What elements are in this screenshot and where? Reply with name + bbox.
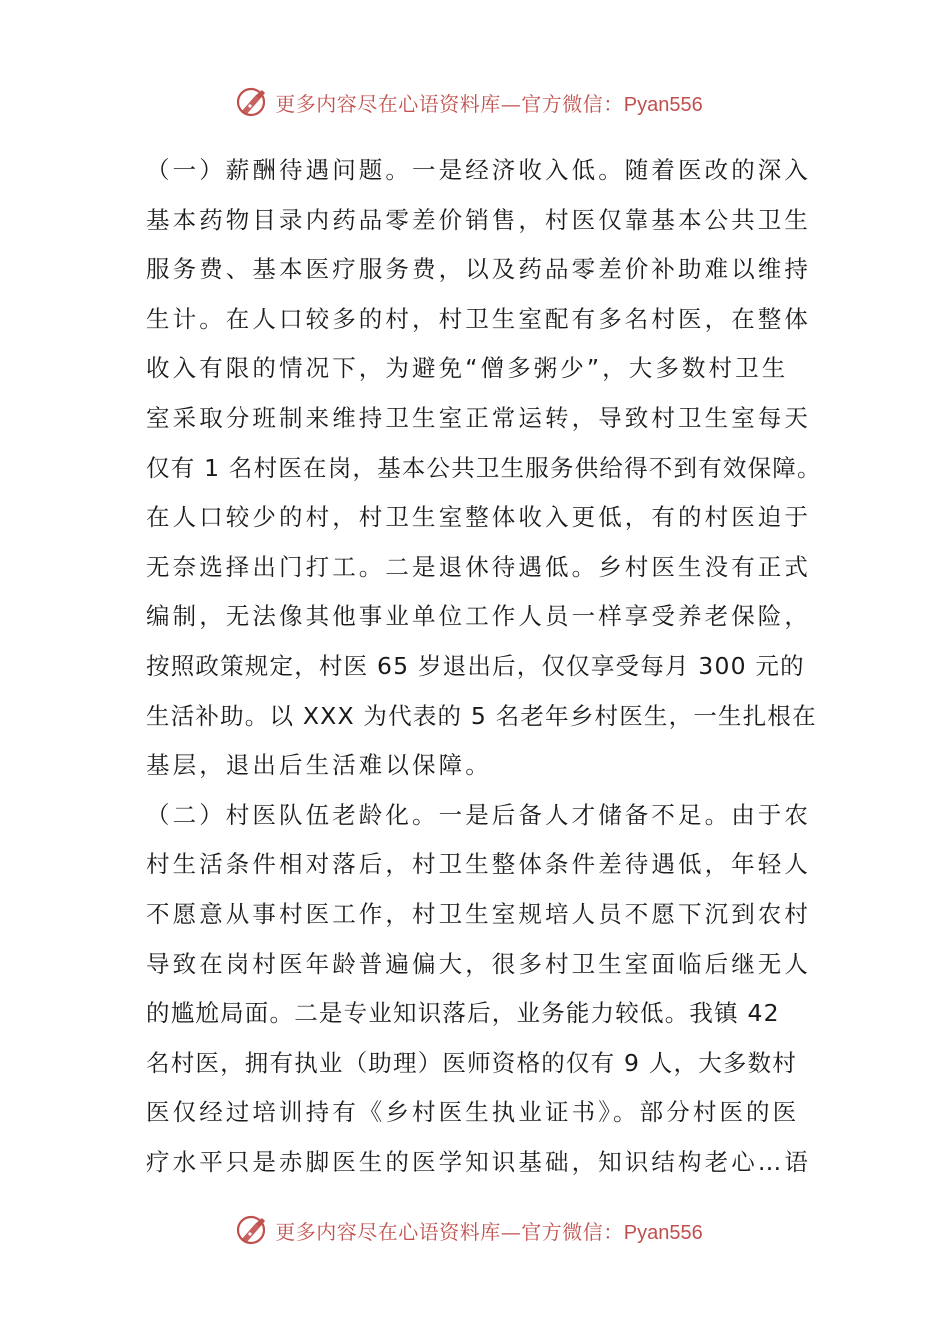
watermark-text [275, 88, 702, 117]
text-line: 收入有限的情况下，为避免“僧多粥少”，大多数村卫生 [146, 354, 789, 383]
body-text [146, 146, 826, 1187]
text-line: （二）村医队伍老龄化。一是后备人才储备不足。由于农 [146, 800, 811, 829]
text-line: 基本药物目录内药品零差价销售，村医仅靠基本公共卫生 [146, 205, 811, 234]
text-line: 名村医，拥有执业（助理）医师资格的仅有 9 人，大多数村 [146, 1048, 797, 1077]
text-line: 室采取分班制来维持卫生室正常运转，导致村卫生室每天 [146, 403, 811, 432]
text-line: 的尴尬局面。二是专业知识落后，业务能力较低。我镇 42 [146, 999, 780, 1028]
text-line: 在人口较少的村，村卫生室整体收入更低，有的村医迫于 [146, 503, 811, 532]
pen-nib-logo-icon [235, 85, 269, 119]
watermark-group [235, 1213, 702, 1247]
text-line: 基层，退出后生活难以保障。 [146, 751, 492, 780]
text-line: 按照政策规定，村医 65 岁退出后，仅仅享受每月 300 元的 [146, 651, 805, 680]
watermark-label: 更多内容尽在心语资料库—官方微信： [275, 1219, 624, 1244]
text-line: （一）薪酬待遇问题。一是经济收入低。随着医改的深入 [146, 156, 811, 184]
text-line: 无奈选择出门打工。二是退休待遇低。乡村医生没有正式 [146, 552, 811, 581]
text-line: 医仅经过培训持有《乡村医生执业证书》。部分村医的医 [146, 1098, 800, 1127]
text-line: 导致在岗村医年龄普遍偏大，很多村卫生室面临后继无人 [146, 949, 811, 978]
watermark-text [275, 1216, 702, 1245]
watermark-group [235, 85, 702, 119]
watermark-wechat-id: Pyan556 [623, 1221, 703, 1244]
text-line: 生活补助。以 XXX 为代表的 5 名老年乡村医生，一生扎根在 [146, 701, 817, 730]
watermark-label: 更多内容尽在心语资料库—官方微信： [275, 91, 624, 116]
footer-watermark [0, 1208, 950, 1252]
text-line: 编制，无法像其他事业单位工作人员一样享受养老保险， [146, 602, 811, 631]
text-line: 服务费、基本医疗服务费，以及药品零差价补助难以维持 [146, 255, 811, 284]
watermark-wechat-id: Pyan556 [623, 93, 703, 116]
text-line: 生计。在人口较多的村，村卫生室配有多名村医，在整体 [146, 304, 811, 333]
text-line: 仅有 1 名村医在岗，基本公共卫生服务供给得不到有效保障。 [146, 453, 822, 482]
header-watermark [0, 80, 950, 124]
text-line: 村生活条件相对落后，村卫生整体条件差待遇低，年轻人 [146, 850, 811, 879]
text-line: 不愿意从事村医工作，村卫生室规培人员不愿下沉到农村 [146, 899, 811, 928]
pen-nib-logo-icon [235, 1213, 269, 1247]
text-line: 疗水平只是赤脚医生的医学知识基础，知识结构老心…语 [146, 1147, 811, 1176]
